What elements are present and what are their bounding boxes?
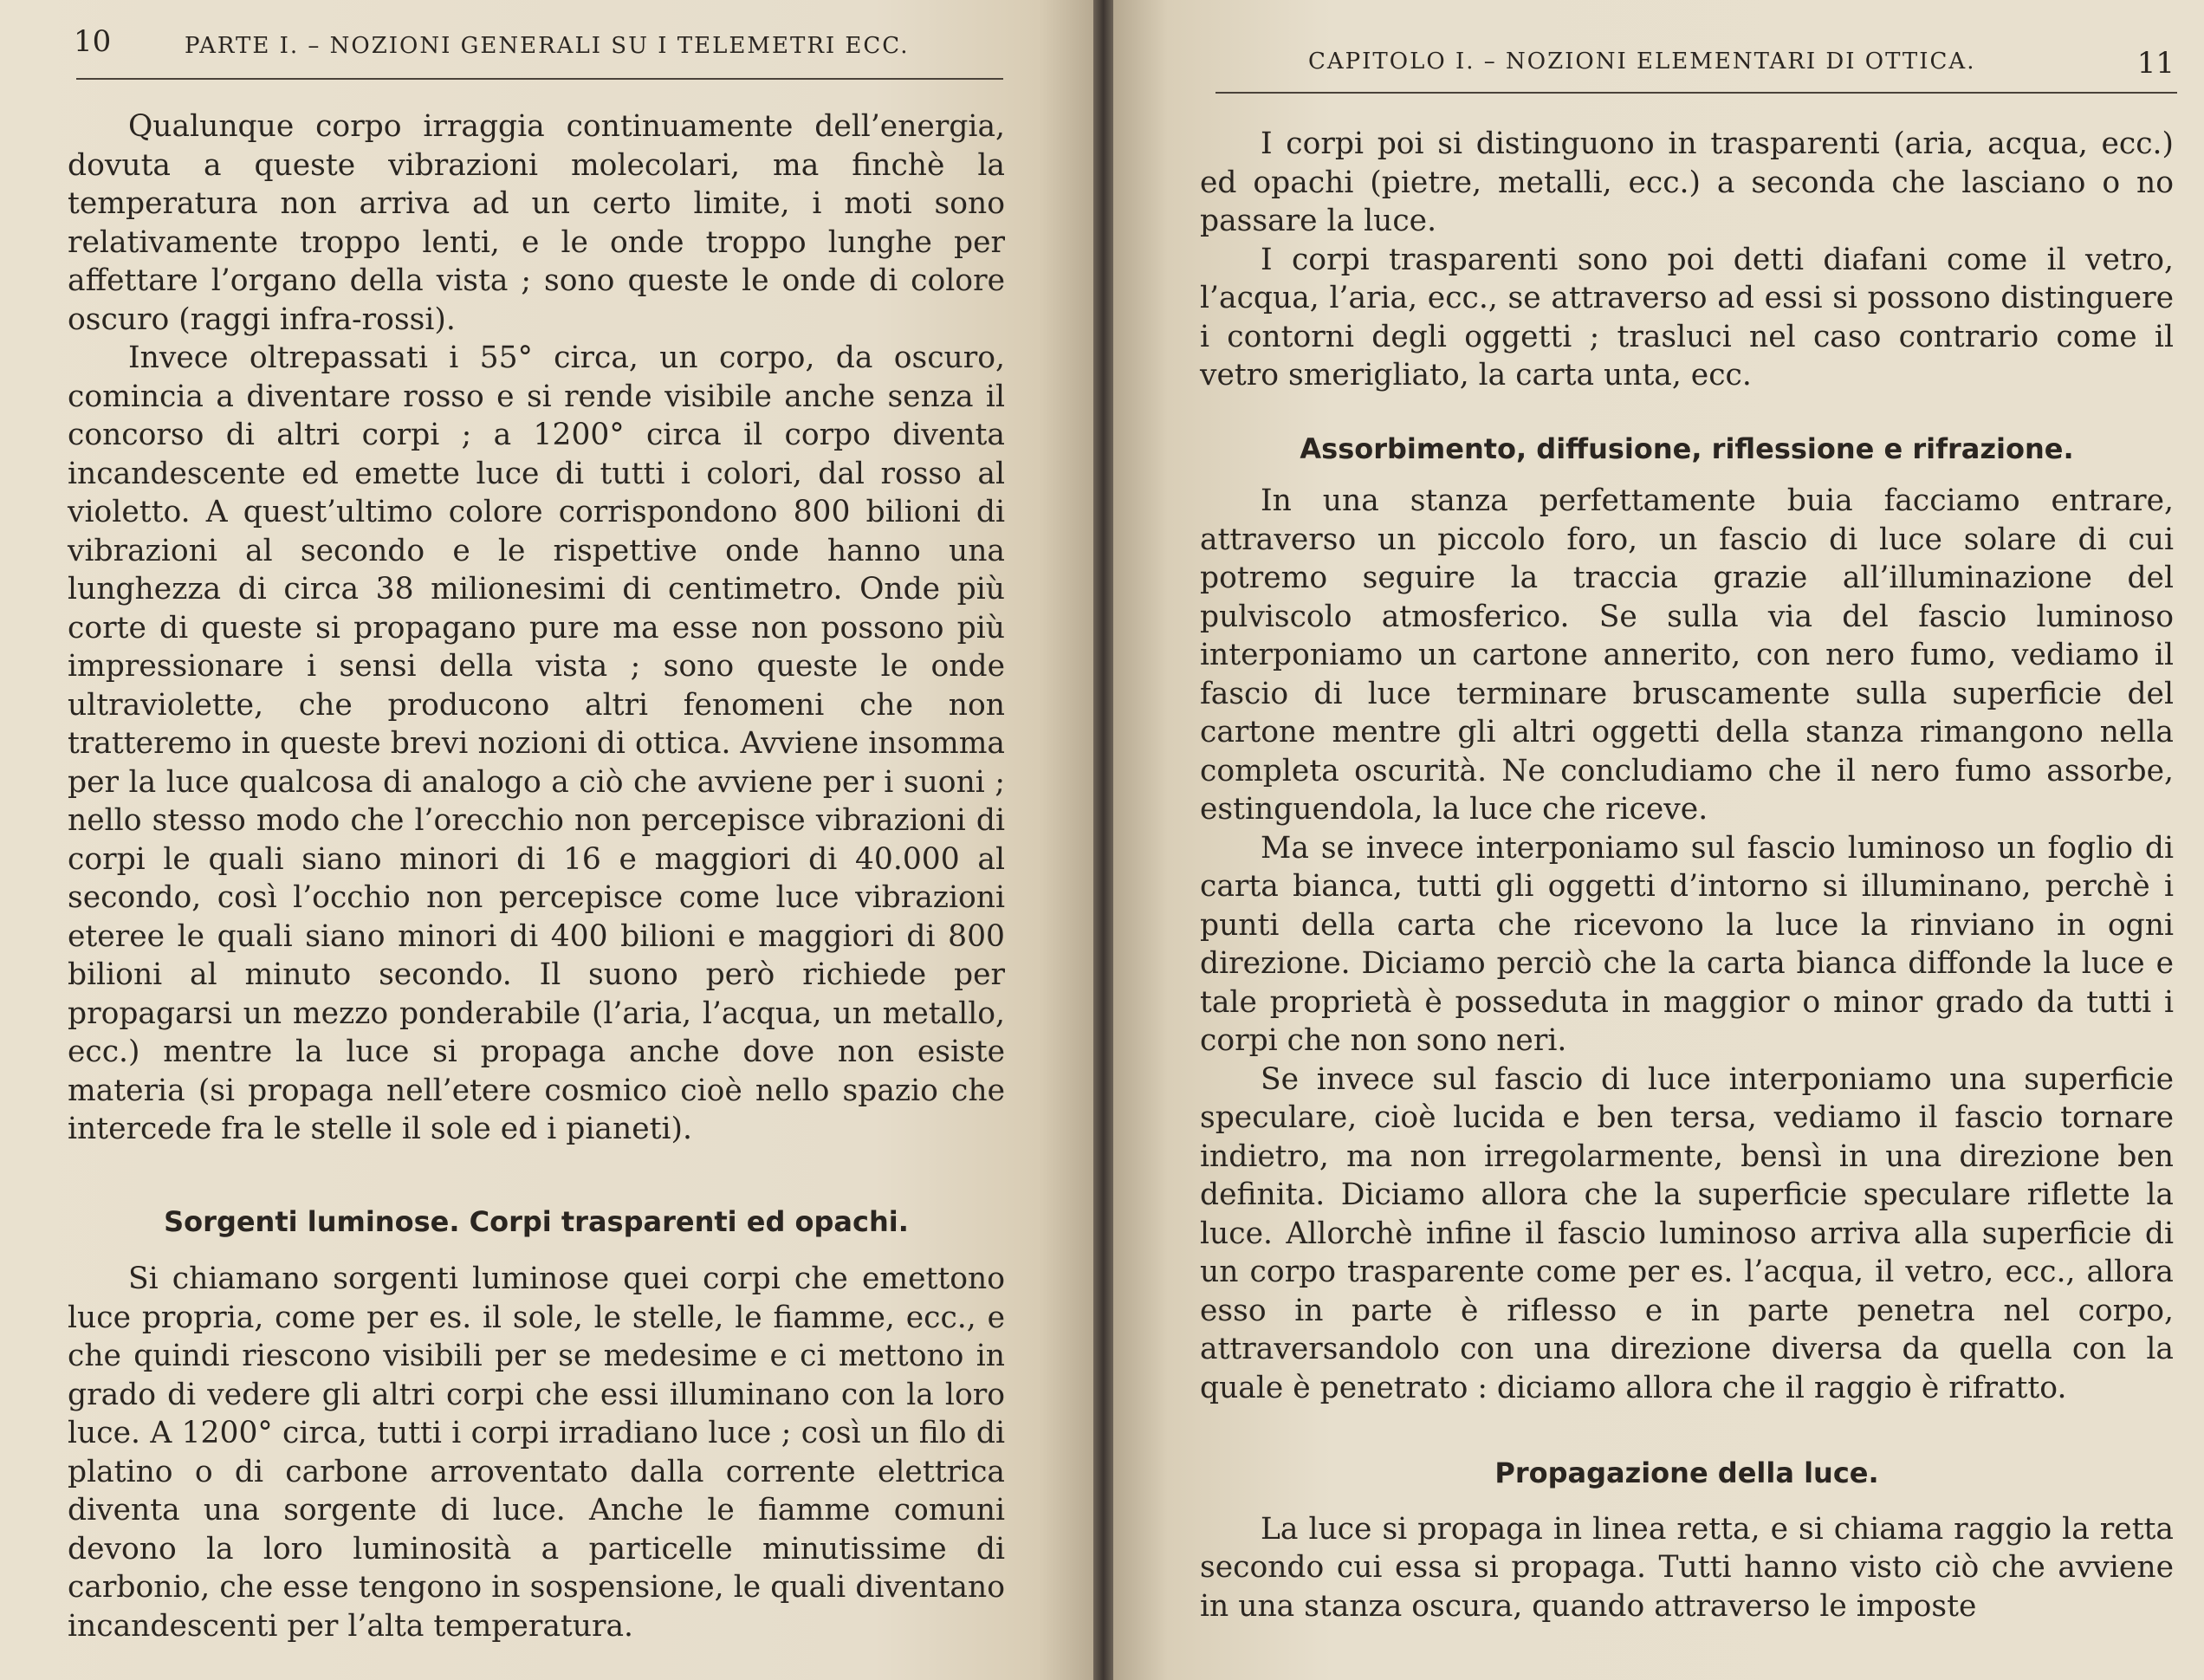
left-page-header [74, 24, 1005, 68]
paragraph: Ma se invece interponiamo sul fascio luminoso un foglio di carta bianca, tutti gli oggetti d’intorno si illuminano, perchè i punti della carta che ricevono la luce la rinviano in ogni direzione. Diciamo perciò che la carta bianca diffonde la luce e tale proprietà è posseduta in maggior o minor grado da tutti i corpi che non sono neri. [1200, 830, 2174, 1058]
right-page [1113, 0, 2204, 1680]
left-page [0, 0, 1093, 1680]
page-number: 10 [74, 24, 112, 59]
paragraph: I corpi trasparenti sono poi detti diafani come il vetro, l’acqua, l’aria, ecc., se attraverso ad essi si possono distinguere i contorni degli oggetti ; trasluci nel caso contrario come il vetro smerigliato, la carta unta, ecc. [1200, 242, 2174, 392]
right-page-body [1200, 125, 2174, 1625]
section-heading: Propagazione della luce. [1494, 1456, 1879, 1489]
book-gutter [1093, 0, 1113, 1680]
section-heading: Sorgenti luminose. Corpi trasparenti ed opachi. [164, 1204, 909, 1238]
header-rule [76, 78, 1003, 80]
paragraph: Se invece sul fascio di luce interponiamo una superficie speculare, cioè lucida e ben tersa, vediamo il fascio tornare indietro, ma non irregolarmente, bensì in una direzione ben definita. Diciamo allora che la superficie speculare riflette la luce. Allorchè infine il fascio luminoso arriva alla superficie di un corpo trasparente come per es. l’acqua, il vetro, ecc., allora esso in parte è riflesso e in parte penetra nel corpo, attraversandolo con una direzione diversa da quella con la quale è penetrato : diciamo allora che il raggio è rifratto. [1200, 1061, 2174, 1405]
page-number: 11 [2136, 46, 2175, 81]
running-head: CAPITOLO I. – NOZIONI ELEMENTARI DI OTTICA. [1308, 49, 1976, 75]
paragraph: La luce si propaga in linea retta, e si chiama raggio la retta secondo cui essa si propaga. Tutti hanno visto ciò che avviene in una stanza oscura, quando attraverso le imposte [1200, 1511, 2174, 1624]
paragraph: Invece oltrepassati i 55° circa, un corpo, da oscuro, comincia a diventare rosso e si rende visibile anche senza il concorso di altri corpi ; a 1200° circa il corpo diventa incandescente ed emette luce di tutti i colori, dal rosso al violetto. A quest’ultimo colore corrispondono 800 bilioni di vibrazioni al secondo e le rispettive onde hanno una lunghezza di circa 38 milionesimi di centimetro. Onde più corte di queste si propagano pure ma esse non possono più impressionare i sensi della vista ; sono queste le onde ultraviolette, che producono altri fenomeni che non tratteremo in queste brevi nozioni di ottica. Avviene insomma per la luce qualcosa di analogo a ciò che avviene per i suoni ; nello stesso modo che l’orecchio non percepisce vibrazioni di corpi le quali siano minori di 16 e maggiori di 40.000 al secondo, così l’occhio non percepisce come luce vibrazioni eteree le quali siano minori di 400 bilioni e maggiori di 800 bilioni al minuto secondo. Il suono però richiede per propagarsi un mezzo ponderabile (l’aria, l’acqua, un metallo, ecc.) mentre la luce si propaga anche dove non esiste materia (si propaga nell’etere cosmico cioè nello spazio che intercede fra le stelle il sole ed i pianeti). [68, 341, 1005, 1146]
paragraph: Qualunque corpo irraggia continuamente dell’energia, dovuta a queste vibrazioni molecolari, ma finchè la temperatura non arriva ad un certo limite, i moti sono relativamente troppo lenti, e le onde troppo lunghe per affettare l’organo della vista ; sono queste le onde di colore oscuro (raggi infra-rossi). [68, 109, 1005, 337]
left-page-body [68, 107, 1005, 1645]
section-heading: Assorbimento, diffusione, riflessione e rifrazione. [1300, 431, 2074, 465]
paragraph: I corpi poi si distinguono in trasparenti (aria, acqua, ecc.) ed opachi (pietre, metalli, ecc.) a seconda che lasciano o no passare la luce. [1200, 126, 2174, 238]
right-page-header [1308, 24, 2175, 81]
paragraph: Si chiamano sorgenti luminose quei corpi che emettono luce propria, come per es. il sole, le stelle, le fiamme, ecc., e che quindi riescono visibili per se medesime e ci mettono in grado di vedere gli altri corpi che essi illuminano con la loro luce. A 1200° circa, tutti i corpi irradiano luce ; così un filo di platino o di carbone arroventato dalla corrente elettrica diventa una sorgente di luce. Anche le fiamme comuni devono la loro luminosità a particelle minutissime di carbonio, che esse tengono in sospensione, le quali diventano incandescenti per l’alta temperatura. [68, 1262, 1005, 1644]
header-rule [1215, 92, 2177, 94]
running-head: PARTE I. – NOZIONI GENERALI SU I TELEMETRI ECC. [185, 33, 910, 59]
paragraph: In una stanza perfettamente buia facciamo entrare, attraverso un piccolo foro, un fascio di luce solare di cui potremo seguire la traccia grazie all’illuminazione del pulviscolo atmosferico. Se sulla via del fascio luminoso interponiamo un cartone annerito, con nero fumo, vediamo il fascio di luce terminare bruscamente sulla superficie del cartone mentre gli altri oggetti della stanza rimangono nella completa oscurità. Ne concludiamo che il nero fumo assorbe, estinguendola, la luce che riceve. [1200, 483, 2174, 827]
